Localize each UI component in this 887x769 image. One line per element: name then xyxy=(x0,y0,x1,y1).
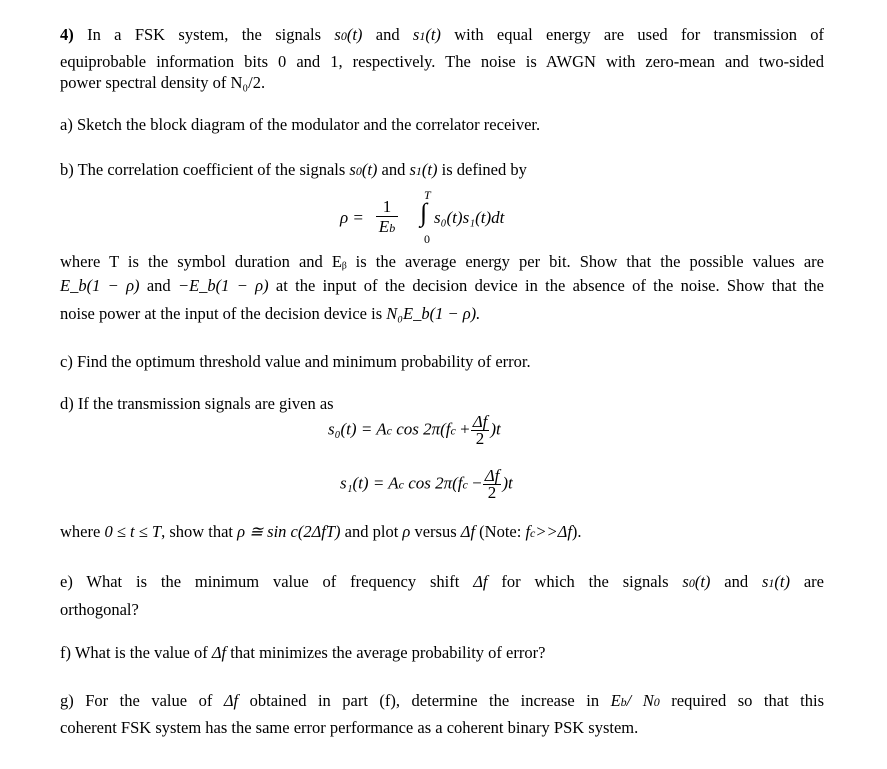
eq1-close: )t xyxy=(490,419,501,439)
rho-ref: ρ xyxy=(402,522,411,541)
part-e-and: and xyxy=(724,572,749,591)
eb-n0-ratio: Eb/ N0 xyxy=(610,691,660,710)
eq1-op: + xyxy=(460,419,470,439)
eq1-sub-c2: c xyxy=(450,423,456,438)
part-g-mid: obtained in part (f), determine the increase in xyxy=(249,691,600,710)
part-g-line-1 xyxy=(60,691,824,712)
part-e-are: are xyxy=(803,572,825,591)
note: (Note: xyxy=(479,522,522,541)
delta-f: Δf xyxy=(473,572,488,591)
integrand: s₀(t)s₁(t)dt xyxy=(434,208,505,227)
signal-s0: s0(t) xyxy=(334,25,363,44)
signal-s1: s1(t) xyxy=(761,572,790,591)
fraction-denominator: Eb xyxy=(378,217,396,236)
part-b-and: and xyxy=(381,160,406,179)
signal-s0: s0(t) xyxy=(349,160,378,179)
part-f xyxy=(60,643,545,663)
part-b-tail: is defined by xyxy=(441,160,527,179)
part-c: c) Find the optimum threshold value and minimum probability of error. xyxy=(60,352,531,371)
integral-lower-limit: 0 xyxy=(424,232,430,246)
part-b-line-3 xyxy=(60,304,480,324)
eq2-sub-c: c xyxy=(398,477,404,492)
part-d-lead: d) If the transmission signals are given as xyxy=(60,394,334,413)
intro-and: and xyxy=(375,25,400,44)
part-g-line-2: coherent FSK system has the same error performance as a coherent binary PSK system. xyxy=(60,718,639,737)
eq2-sub-c2: c xyxy=(462,477,468,492)
part-b-line-2-tail: at the input of the decision device in the absence of the noise. Show that the xyxy=(275,276,825,295)
part-b-lead-text: b) The correlation coefficient of the signals xyxy=(60,160,346,179)
and-plot: and plot xyxy=(344,522,399,541)
eq2-close: )t xyxy=(502,473,513,493)
eq1-sub-c: c xyxy=(386,423,392,438)
signal-s1: s1(t) xyxy=(412,25,441,44)
fraction xyxy=(376,198,398,238)
time-range: 0 ≤ t ≤ T xyxy=(104,522,162,541)
part-d-where xyxy=(60,522,582,543)
signal-s1: s1(t) xyxy=(409,160,438,179)
rho-symbol: ρ = xyxy=(340,208,364,227)
delta-f: Δf xyxy=(460,522,476,541)
show-that: , show that xyxy=(161,522,234,541)
part-f-tail: that minimizes the average probability of error? xyxy=(230,643,546,662)
eq2-fraction: $\frac{\Delta f}{2}$ xyxy=(484,466,500,502)
eq2-mid: cos 2π(f xyxy=(408,473,463,493)
part-e-lead: e) What is the minimum value of frequency shift xyxy=(60,572,460,591)
where: where xyxy=(60,522,101,541)
rho-approx: ρ ≅ sin c(2ΔfT) xyxy=(237,522,341,541)
integral-sign: ∫ xyxy=(420,198,428,227)
part-a: a) Sketch the block diagram of the modulator and the correlator receiver. xyxy=(60,115,541,134)
noise-power-expr: N₀E_b(1 − ρ). xyxy=(386,304,481,323)
part-f-lead: f) What is the value of xyxy=(60,643,208,662)
question-intro-line-2: equiprobable information bits 0 and 1, respectively. The noise is AWGN with zero-mean and two-sided xyxy=(60,52,824,71)
part-b-line-1: where T is the symbol duration and Eᵦ is the average energy per bit. Show that the possible values are xyxy=(60,252,824,271)
delta-f: Δf xyxy=(223,691,239,710)
delta-f: Δf xyxy=(211,643,227,662)
signal-s0: s0(t) xyxy=(682,572,711,591)
eq1-left: s₀(t) = A xyxy=(328,419,387,439)
note-expr: fc>>Δf xyxy=(525,522,572,541)
signal-equation-s0 xyxy=(328,414,501,447)
note-end: ). xyxy=(571,522,582,541)
eq2-left: s₁(t) = A xyxy=(340,473,399,493)
fraction-numerator: 1 xyxy=(382,197,392,216)
part-b-line-2 xyxy=(60,276,824,296)
part-g-tail: required so that this xyxy=(671,691,825,710)
part-b-and-2: and xyxy=(146,276,171,295)
signal-equation-s1 xyxy=(340,468,513,501)
question-number: 4) xyxy=(60,25,74,44)
question-intro-line-1 xyxy=(60,25,824,46)
question-intro-line-3: power spectral density of N₀/2. xyxy=(60,73,266,92)
integral-upper-limit: T xyxy=(424,188,431,202)
expr-positive: E_b(1 − ρ) xyxy=(60,276,140,295)
part-b-lead xyxy=(60,160,527,181)
intro-text: In a FSK system, the signals xyxy=(87,25,322,44)
versus: versus xyxy=(414,522,457,541)
eq2-op: − xyxy=(472,473,482,493)
part-e-mid: for which the signals xyxy=(501,572,669,591)
eq1-mid: cos 2π(f xyxy=(396,419,451,439)
part-e-line-1 xyxy=(60,572,824,593)
part-g-lead: g) For the value of xyxy=(60,691,213,710)
intro-text-end: with equal energy are used for transmission of xyxy=(454,25,825,44)
expr-negative: −E_b(1 − ρ) xyxy=(177,276,269,295)
eq1-fraction: $\frac{\Delta f}{2}$ xyxy=(472,412,488,448)
part-e-line-2: orthogonal? xyxy=(60,600,139,619)
part-b-line-3-text: noise power at the input of the decision device is xyxy=(60,304,383,323)
